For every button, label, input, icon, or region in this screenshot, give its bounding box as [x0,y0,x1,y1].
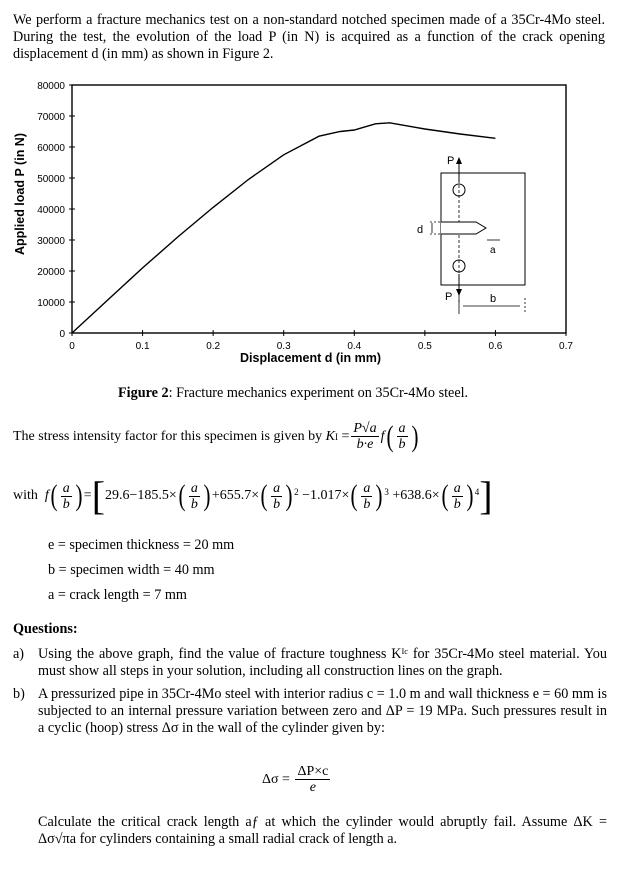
y-tick-label: 40000 [37,205,65,216]
sif-numerator: P√a [353,421,377,436]
t4-den: b [453,496,461,512]
power-2: 2 [294,487,299,497]
with-word: with [13,488,38,503]
question-b-final [13,814,607,848]
x-tick-label: 0.2 [206,341,221,352]
hoop-numerator: ΔP×c [297,764,329,779]
t2-num: a [273,480,281,496]
sif-lhs-sub: I [334,431,338,442]
inset-p-bottom: P [445,291,453,303]
figure-caption-text: : Fracture mechanics experiment on 35Cr-4Mo steel. [168,385,469,401]
inset-d-label: d [417,224,424,236]
f-arg-num: a [62,480,70,496]
inset-a-label: a [490,245,496,256]
x-tick-label: 0.5 [417,341,432,352]
coef-0: 29.6−185.5× [105,488,177,503]
x-axis-label: Displacement d (in mm) [240,351,381,365]
coef-1: +655.7× [211,488,260,503]
y-tick-label: 30000 [37,236,65,247]
t1-num: a [190,480,198,496]
coef-2: −1.017× [302,488,350,503]
sif-f-num: a [398,421,406,436]
def-thickness: e = specimen thickness = 20 mm [48,537,235,553]
inset-b-label: b [490,293,497,305]
x-tick-label: 0.6 [488,341,503,352]
y-tick-label: 60000 [37,143,65,154]
question-b-label: b) [13,686,25,702]
x-tick-label: 0.3 [276,341,291,352]
figure-caption-bold: Figure 2 [118,385,169,401]
sif-intro: The stress intensity factor for this specimen is given by [13,428,323,444]
x-tick-label: 0.1 [135,341,150,352]
power-3: 3 [384,487,389,497]
power-4: 4 [474,487,480,497]
y-tick-label: 0 [59,329,65,340]
t3-num: a [363,480,371,496]
y-tick-label: 20000 [37,267,65,278]
question-b-text: A pressurized pipe in 35Cr-4Mo steel with interior radius c = 1.0 m and wall thickness e = 60 mm is subjected to an internal pressure variation between zero and ΔP = 19 MPa. Such pressures result in a cyclic (hoop) stress Δσ in the wall of the cylinder given by: [38,686,607,736]
sif-f: f [380,428,385,444]
def-crack-length: a = crack length = 7 mm [48,587,187,603]
question-b [13,686,607,737]
load-displacement-chart [0,70,617,370]
question-a-label: a) [13,646,25,662]
t1-den: b [190,496,198,512]
t4-num: a [453,480,461,496]
t3-den: b [363,496,371,512]
question-a [13,646,607,680]
specimen-inset [417,155,525,314]
y-tick-label: 50000 [37,174,65,185]
y-tick-label: 80000 [37,81,65,92]
hoop-stress-formula [262,764,332,795]
y-axis-label: Applied load P (in N) [13,133,27,255]
hoop-denominator: e [309,780,317,795]
sif-f-den: b [398,437,406,452]
sif-formula: The stress intensity factor for this specimen is given by K I = $\frac{P√a}{b\cdot e}$ f ( $\frac{a}{b}$ ) [13,419,418,453]
hoop-lhs: Δσ = [262,771,290,787]
figure-caption [118,385,468,402]
inset-p-top: P [447,155,455,167]
question-b-final-text: Calculate the critical crack length aƒ at which the cylinder would abruptly fail. Assume ΔK = Δσ√πa for cylinders containing a small radial crack of length a. [38,814,607,847]
x-tick-label: 0.7 [559,341,573,352]
y-tick-label: 10000 [37,298,65,309]
f-symbol: f [44,488,49,503]
question-a-text: Using the above graph, find the value of fracture toughness Kᴵᶜ for 35Cr-4Mo steel material. You must show all steps in your solution, including all construction lines on the graph. [38,646,607,679]
f-arg-den: b [62,496,70,512]
intro-paragraph: We perform a fracture mechanics test on a non-standard notched specimen made of a 35Cr-4Mo steel. During the test, the evolution of the load P (in N) is acquired as a function of the crack opening displacement d (in mm) as shown in Figure 2. [13,12,605,62]
coef-3: +638.6× [392,488,440,503]
x-tick-label: 0 [69,341,75,352]
t2-den: b [273,496,281,512]
f-function-formula: with f ( $\frac{a}{b}$ ) = [ 29.6−185.5× ( $\frac{a}{b}$ ) +655.7× ( $\frac{a}{b}$ ) 2 −1.017× ( $\frac{a}{b}$ ) 3 +638.6× ( $\frac{a}{b}$ ) 4 ] [13,473,493,518]
questions-heading: Questions: [13,621,78,637]
y-tick-label: 70000 [37,112,65,123]
sif-lhs: K [325,428,335,444]
x-tick-label: 0.4 [347,341,362,352]
sif-denominator: b·e [356,437,374,452]
def-width: b = specimen width = 40 mm [48,562,215,578]
